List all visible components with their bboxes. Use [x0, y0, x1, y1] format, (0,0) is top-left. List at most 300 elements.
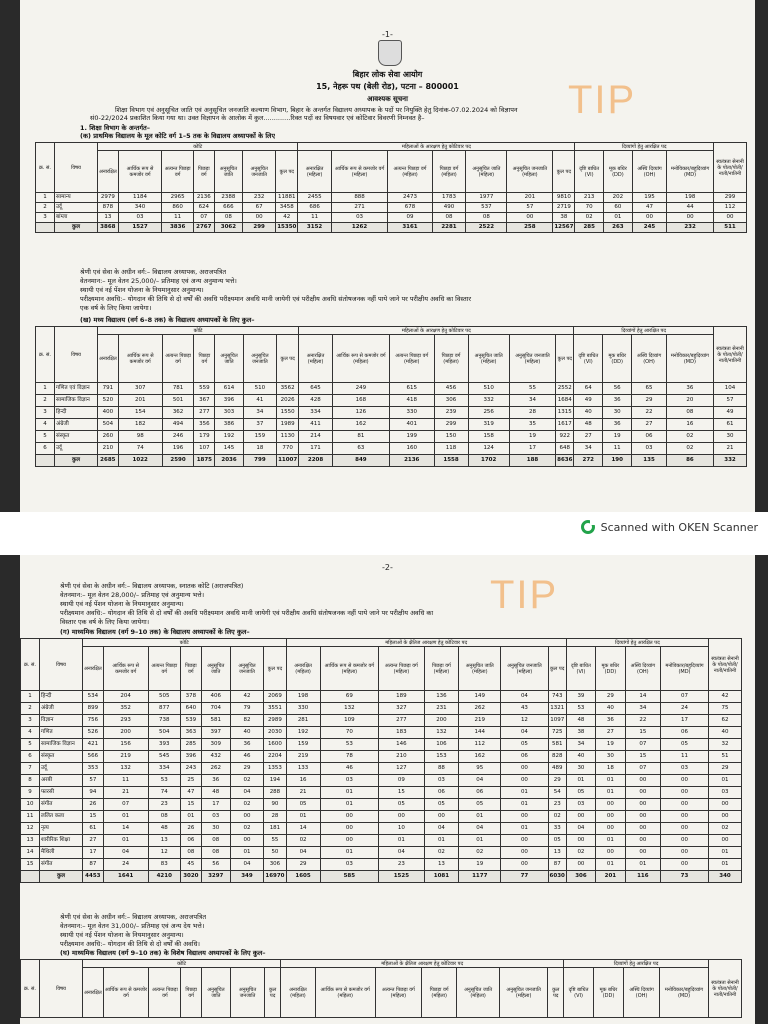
value-cell: 09: [388, 213, 432, 223]
table-row: [21, 691, 742, 703]
value-cell: 428: [299, 395, 333, 407]
value-cell: 285: [180, 739, 201, 751]
value-cell: 01: [459, 835, 501, 847]
value-cell: 158: [468, 431, 509, 443]
value-cell: 04: [501, 691, 548, 703]
col-header: अनारक्षित (महिला): [299, 335, 333, 383]
value-cell: 14: [625, 691, 660, 703]
value-cell: 34: [243, 407, 276, 419]
value-cell: 27: [632, 419, 667, 431]
col-header: अनुसूचित जाति: [214, 151, 242, 193]
value-cell: 49: [574, 395, 603, 407]
value-cell: 126: [332, 407, 389, 419]
subject-cell: उर्दू: [55, 443, 98, 455]
subject-cell: हिन्दी: [55, 407, 98, 419]
total-cell: 2281: [432, 223, 466, 233]
value-cell: 29: [230, 763, 264, 775]
value-cell: 36: [666, 383, 713, 395]
total-cell: 135: [632, 455, 667, 467]
value-cell: 27: [596, 727, 626, 739]
value-cell: 3458: [276, 203, 298, 213]
value-cell: 01: [501, 823, 548, 835]
value-cell: 770: [277, 443, 299, 455]
value-cell: 154: [118, 407, 162, 419]
value-cell: 1353: [264, 763, 286, 775]
total-cell: [36, 455, 55, 467]
table-row: [21, 727, 742, 739]
value-cell: 198: [286, 691, 320, 703]
col-header: मूक बधिर (DD): [603, 335, 632, 383]
group-header: कोटि: [83, 639, 287, 647]
table-row: [21, 775, 742, 787]
value-cell: 48: [201, 787, 230, 799]
value-cell: 363: [180, 727, 201, 739]
value-cell: 06: [501, 751, 548, 763]
value-cell: 2: [36, 395, 55, 407]
value-cell: 75: [709, 703, 742, 715]
value-cell: 08: [180, 847, 201, 859]
value-cell: 01: [625, 859, 660, 871]
value-cell: 67: [243, 203, 276, 213]
total-row: [21, 871, 742, 883]
value-cell: 01: [379, 835, 425, 847]
value-cell: 42: [276, 213, 298, 223]
value-cell: 330: [389, 407, 434, 419]
value-cell: 29: [548, 775, 566, 787]
value-cell: 00: [566, 859, 595, 871]
col-header: विषय: [40, 960, 83, 1018]
subject-cell: गणित एवं विज्ञान: [55, 383, 98, 395]
value-cell: 15: [21, 859, 40, 871]
col-header: विषय: [55, 143, 98, 193]
group-header: महिलाओं के आरक्षण हेतु कोटिवार पद: [298, 143, 575, 151]
value-cell: 03: [660, 763, 708, 775]
col-header: अनारक्षित: [98, 151, 119, 193]
total-cell: 11007: [277, 455, 299, 467]
value-cell: 00: [243, 213, 276, 223]
value-cell: 411: [299, 419, 333, 431]
total-row: [36, 455, 747, 467]
value-cell: 107: [194, 443, 215, 455]
value-cell: 40: [574, 407, 603, 419]
value-cell: 182: [118, 419, 162, 431]
value-cell: 98: [118, 431, 162, 443]
value-cell: 07: [193, 213, 214, 223]
value-cell: 860: [162, 203, 193, 213]
value-cell: 194: [264, 775, 286, 787]
table-row: [21, 739, 742, 751]
value-cell: 53: [566, 703, 595, 715]
value-cell: 232: [243, 193, 276, 203]
value-cell: 204: [103, 691, 148, 703]
notice-title: आवश्यक सूचना: [367, 95, 408, 103]
total-cell: 3161: [388, 223, 432, 233]
value-cell: 49: [714, 407, 747, 419]
value-cell: 878: [98, 203, 119, 213]
col-header: अनुसूचित जाति (महिला): [457, 968, 500, 1018]
value-cell: 2: [36, 203, 55, 213]
value-cell: 17: [509, 443, 555, 455]
value-cell: 828: [548, 751, 566, 763]
value-cell: 149: [459, 691, 501, 703]
value-cell: 17: [83, 847, 104, 859]
col-header: अस्थि दिव्यांग (OH): [624, 968, 660, 1018]
value-cell: 22: [632, 407, 667, 419]
value-cell: 510: [243, 383, 276, 395]
total-cell: 1022: [118, 455, 162, 467]
scanner-logo-icon: [581, 520, 595, 534]
value-cell: 13: [148, 835, 180, 847]
value-cell: 42: [709, 691, 742, 703]
value-cell: 02: [230, 775, 264, 787]
value-cell: 00: [660, 811, 708, 823]
group-header: कोटि: [83, 960, 281, 968]
table-row: [36, 383, 747, 395]
total-cell: 1262: [331, 223, 388, 233]
col-header: अनुसूचित जाति: [201, 968, 230, 1018]
value-cell: 9810: [553, 193, 575, 203]
value-cell: 00: [379, 811, 425, 823]
col-header: अनुसूचित जाति (महिला): [468, 335, 509, 383]
value-cell: 432: [201, 751, 230, 763]
col-header: कुल पद: [264, 647, 286, 691]
subject-cell: अंग्रेजी: [40, 703, 83, 715]
total-cell: 1702: [468, 455, 509, 467]
value-cell: 94: [83, 787, 104, 799]
col-header: अनुसूचित जनजाति: [230, 968, 264, 1018]
note-category: श्रेणी एवं सेवा के अधीन वर्ग:– विद्यालय अध्यापक, स्नातक कोटि (अराजपत्रित): [60, 582, 244, 590]
value-cell: 23: [148, 799, 180, 811]
value-cell: 01: [320, 847, 378, 859]
total-cell: 1875: [194, 455, 215, 467]
group-header: महिलाओं के क्षैतिज आरक्षण हेतु कोटिवार पद: [286, 639, 566, 647]
value-cell: 55: [264, 835, 286, 847]
col-header: दृष्टि बाधित (VI): [566, 647, 595, 691]
total-cell: 1177: [459, 871, 501, 883]
value-cell: 05: [379, 799, 425, 811]
value-cell: 40: [230, 727, 264, 739]
col-header: अत्यन्त पिछड़ा वर्ग: [149, 968, 181, 1018]
subject-cell: संगीत: [40, 799, 83, 811]
value-cell: 12: [21, 823, 40, 835]
value-cell: 124: [468, 443, 509, 455]
emblem-logo: [378, 40, 402, 66]
value-cell: 1: [36, 193, 55, 203]
value-cell: 17: [660, 715, 708, 727]
note-category: श्रेणी एवं सेवा के अधीन वर्ग:– विद्यालय अध्यापक, अराजपत्रित: [60, 913, 207, 921]
value-cell: 00: [230, 835, 264, 847]
value-cell: 624: [193, 203, 214, 213]
value-cell: 07: [660, 691, 708, 703]
value-cell: 01: [459, 811, 501, 823]
table-d-heading: (घ) माध्यमिक विद्यालय (वर्ग 9–10 तक) के विशेष विद्यालय अध्यापकों के लिए कुल–: [60, 949, 266, 957]
value-cell: 03: [709, 787, 742, 799]
total-cell: 1605: [286, 871, 320, 883]
value-cell: 231: [424, 703, 459, 715]
value-cell: 01: [230, 847, 264, 859]
value-cell: 1130: [277, 431, 299, 443]
table-row: [21, 703, 742, 715]
value-cell: 160: [389, 443, 434, 455]
table-row: [21, 751, 742, 763]
value-cell: 534: [83, 691, 104, 703]
value-cell: 545: [148, 751, 180, 763]
value-cell: 23: [379, 859, 425, 871]
value-cell: 87: [548, 859, 566, 871]
col-header: कुल पद: [277, 335, 299, 383]
value-cell: 505: [148, 691, 180, 703]
value-cell: 04: [379, 847, 425, 859]
value-cell: 02: [286, 835, 320, 847]
value-cell: 9: [21, 787, 40, 799]
value-cell: 490: [432, 203, 466, 213]
col-header: विषय: [40, 639, 83, 691]
col-header: मनोविकार/बहुदिव्यांग (MD): [667, 151, 714, 193]
value-cell: 00: [501, 775, 548, 787]
col-header: अनुसूचित जनजाति: [243, 151, 276, 193]
value-cell: 743: [548, 691, 566, 703]
col-header: आर्थिक रूप से कमजोर वर्ग: [103, 968, 149, 1018]
section-heading: 1. शिक्षा विभाग के अन्तर्गत–: [80, 124, 150, 132]
value-cell: 566: [83, 751, 104, 763]
value-cell: 00: [667, 213, 714, 223]
value-cell: 306: [434, 395, 468, 407]
value-cell: 303: [215, 407, 243, 419]
value-cell: 39: [566, 691, 595, 703]
value-cell: 60: [603, 203, 632, 213]
total-cell: 3868: [98, 223, 119, 233]
value-cell: 27: [574, 431, 603, 443]
value-cell: 06: [660, 727, 708, 739]
value-cell: 47: [180, 787, 201, 799]
value-cell: 146: [379, 739, 425, 751]
note-pay: वेतनमान:– मूल वेतन 28,000/– प्रतिमाह एवं अनुमान्य भत्ते।: [60, 591, 205, 599]
value-cell: 356: [194, 419, 215, 431]
watermark: TIP: [568, 78, 637, 122]
value-cell: 132: [320, 703, 378, 715]
value-cell: 118: [434, 443, 468, 455]
org-name: बिहार लोक सेवा आयोग: [352, 70, 423, 79]
col-header: अनारक्षित: [98, 335, 119, 383]
col-header: अनुसूचित जनजाति: [230, 647, 264, 691]
value-cell: 02: [666, 443, 713, 455]
table-row: [21, 847, 742, 859]
value-cell: 04: [230, 787, 264, 799]
total-cell: 4453: [83, 871, 104, 883]
value-cell: 69: [320, 691, 378, 703]
value-cell: 00: [709, 835, 742, 847]
value-cell: 29: [286, 859, 320, 871]
value-cell: 00: [596, 799, 626, 811]
value-cell: 2069: [264, 691, 286, 703]
table-row: [21, 811, 742, 823]
value-cell: 334: [148, 763, 180, 775]
value-cell: 44: [667, 203, 714, 213]
value-cell: 13: [548, 847, 566, 859]
col-header: अत्यन्त पिछड़ा वर्ग: [162, 151, 193, 193]
value-cell: 262: [201, 763, 230, 775]
value-cell: 04: [459, 823, 501, 835]
value-cell: 1550: [277, 407, 299, 419]
value-cell: 04: [103, 847, 148, 859]
notice-page-1: [20, 0, 755, 512]
value-cell: 640: [180, 703, 201, 715]
value-cell: 156: [103, 739, 148, 751]
value-cell: 40: [566, 751, 595, 763]
value-cell: 28: [264, 811, 286, 823]
watermark: TIP: [490, 573, 559, 617]
value-cell: 18: [596, 763, 626, 775]
value-cell: 62: [709, 715, 742, 727]
value-cell: 2965: [162, 193, 193, 203]
value-cell: 08: [466, 213, 507, 223]
intro-line-2: सं0-22/2024 प्रकाशित किया गया था। उक्त विज्ञापन के आलोक में कुल.............रिक्त पदों का विषयवार एवं कोटिवार विवरणी निम्नवत है–: [90, 114, 425, 122]
value-cell: 34: [566, 739, 595, 751]
col-header: मनोविकार/बहुदिव्यांग (MD): [660, 647, 708, 691]
value-cell: 648: [556, 443, 574, 455]
value-cell: 201: [507, 193, 553, 203]
col-header: विषय: [55, 327, 98, 383]
value-cell: 32: [709, 739, 742, 751]
value-cell: 725: [548, 727, 566, 739]
value-cell: 4: [21, 727, 40, 739]
table-row: [21, 823, 742, 835]
value-cell: 88: [424, 763, 459, 775]
col-header: दृष्टि बाधित (VI): [564, 968, 594, 1018]
value-cell: 581: [548, 739, 566, 751]
col-header: क्र. सं.: [21, 960, 40, 1018]
group-header: दिव्यांगों हेतु आरक्षित पद: [574, 327, 714, 335]
total-cell: 3062: [214, 223, 242, 233]
value-cell: 82: [230, 715, 264, 727]
value-cell: 00: [660, 823, 708, 835]
value-cell: 00: [632, 213, 666, 223]
value-cell: 01: [286, 811, 320, 823]
value-cell: 34: [625, 703, 660, 715]
value-cell: 00: [625, 823, 660, 835]
value-cell: 01: [596, 787, 626, 799]
value-cell: 00: [566, 811, 595, 823]
table-secondary: [20, 638, 742, 883]
value-cell: 144: [459, 727, 501, 739]
value-cell: 219: [286, 751, 320, 763]
total-cell: 3020: [180, 871, 201, 883]
total-cell: 4210: [148, 871, 180, 883]
total-cell: 1527: [118, 223, 162, 233]
value-cell: 01: [501, 799, 548, 811]
value-cell: 1600: [264, 739, 286, 751]
value-cell: 256: [468, 407, 509, 419]
value-cell: 40: [709, 727, 742, 739]
value-cell: 1684: [556, 395, 574, 407]
value-cell: 219: [459, 715, 501, 727]
value-cell: 2473: [388, 193, 432, 203]
value-cell: 36: [603, 419, 632, 431]
note-probation: परीक्ष्यमान अवधि:– योगदान की तिथि से दो वर्षों की अवधि।: [60, 940, 200, 948]
col-header: अत्यन्त पिछड़ा वर्ग: [148, 647, 180, 691]
value-cell: 106: [424, 739, 459, 751]
value-cell: 00: [501, 763, 548, 775]
value-cell: 01: [603, 213, 632, 223]
total-cell: 190: [603, 455, 632, 467]
value-cell: 888: [331, 193, 388, 203]
value-cell: 5: [36, 431, 55, 443]
total-cell: कुल: [40, 871, 83, 883]
value-cell: 299: [434, 419, 468, 431]
value-cell: 132: [424, 727, 459, 739]
value-cell: 64: [574, 383, 603, 395]
table-row: [21, 799, 742, 811]
value-cell: 04: [501, 727, 548, 739]
page-number: -1-: [382, 30, 393, 39]
value-cell: 87: [83, 859, 104, 871]
col-header: दृष्टि बाधित (VI): [574, 335, 603, 383]
value-cell: 00: [625, 799, 660, 811]
value-cell: 189: [379, 691, 425, 703]
value-cell: 08: [148, 811, 180, 823]
value-cell: 05: [286, 799, 320, 811]
value-cell: 61: [714, 419, 747, 431]
value-cell: 00: [709, 811, 742, 823]
col-header: अत्यन्त पिछड़ा वर्ग (महिला): [379, 647, 425, 691]
value-cell: 04: [424, 823, 459, 835]
value-cell: 2552: [556, 383, 574, 395]
value-cell: 24: [660, 703, 708, 715]
value-cell: 57: [507, 203, 553, 213]
subject-cell: विज्ञान: [40, 715, 83, 727]
col-header: अनुसूचित जाति: [201, 647, 230, 691]
col-header: अत्यन्त पिछड़ा वर्ग (महिला): [388, 151, 432, 193]
subject-cell: संस्कृत: [40, 751, 83, 763]
value-cell: 2719: [553, 203, 575, 213]
value-cell: 08: [214, 213, 242, 223]
value-cell: 23: [548, 799, 566, 811]
value-cell: 02: [666, 431, 713, 443]
value-cell: 00: [660, 835, 708, 847]
value-cell: 201: [118, 395, 162, 407]
value-cell: 10: [21, 799, 40, 811]
col-header: पिछड़ा वर्ग (महिला): [432, 151, 466, 193]
col-header: पिछड़ा वर्ग (महिला): [422, 968, 457, 1018]
value-cell: 00: [320, 835, 378, 847]
value-cell: 53: [320, 739, 378, 751]
value-cell: 07: [625, 763, 660, 775]
value-cell: 13: [98, 213, 119, 223]
value-cell: 00: [660, 775, 708, 787]
scanner-text: Scanned with OKEN Scanner: [600, 520, 758, 534]
value-cell: 396: [215, 395, 243, 407]
value-cell: 15: [180, 799, 201, 811]
value-cell: 11: [21, 811, 40, 823]
col-header: मूक बधिर (DD): [596, 647, 626, 691]
note-pension: स्थायी एवं नई पेंशन योजना के नियमानुसार अनुमान्य।: [60, 931, 184, 939]
group-header: दिव्यांगों हेतु आरक्षित पद: [566, 639, 708, 647]
value-cell: 288: [264, 787, 286, 799]
value-cell: 05: [548, 835, 566, 847]
value-cell: 00: [566, 835, 595, 847]
value-cell: 21: [286, 787, 320, 799]
col-header: अनुसूचित जनजाति (महिला): [509, 335, 555, 383]
value-cell: 00: [660, 799, 708, 811]
value-cell: 04: [230, 859, 264, 871]
col-header: अत्यन्त पिछड़ा वर्ग: [162, 335, 194, 383]
col-header: अस्थि दिव्यांग (OH): [625, 647, 660, 691]
value-cell: 330: [286, 703, 320, 715]
value-cell: 332: [468, 395, 509, 407]
value-cell: 30: [596, 751, 626, 763]
value-cell: 00: [501, 859, 548, 871]
value-cell: 21: [103, 787, 148, 799]
